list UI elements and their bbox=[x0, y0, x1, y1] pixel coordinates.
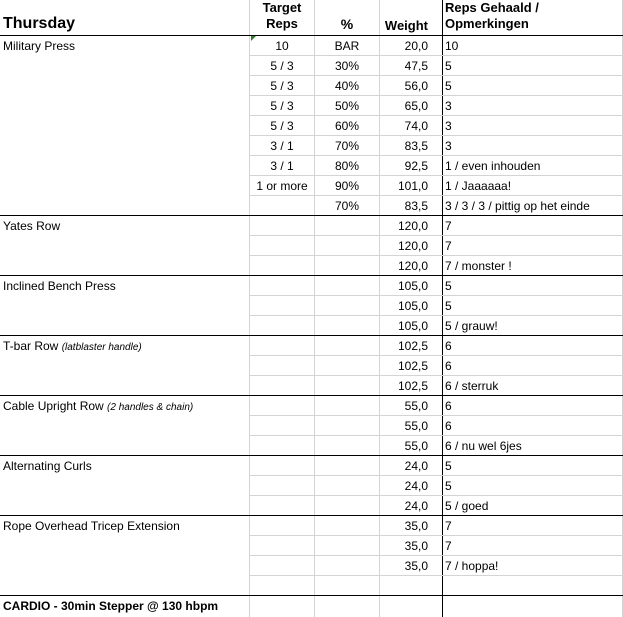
exercise-name bbox=[3, 396, 249, 416]
weight-cell: 24,0 bbox=[404, 479, 428, 493]
reps-comment-cell: 6 bbox=[445, 359, 452, 373]
comment-indicator-icon bbox=[251, 36, 256, 41]
reps-comment-cell: 7 / hoppa! bbox=[445, 559, 499, 573]
cardio-note: CARDIO - 30min Stepper @ 130 hbpm bbox=[3, 599, 219, 613]
exercise-name bbox=[3, 276, 249, 296]
percent-cell: 50% bbox=[334, 99, 360, 113]
weight-cell: 102,5 bbox=[397, 359, 428, 373]
header-target-line1: Target bbox=[262, 0, 302, 15]
weight-cell: 56,0 bbox=[404, 79, 428, 93]
weight-cell: 65,0 bbox=[404, 99, 428, 113]
weight-cell: 83,5 bbox=[404, 139, 428, 153]
weight-cell: 102,5 bbox=[397, 339, 428, 353]
percent-cell: 70% bbox=[334, 199, 360, 213]
weight-cell: 24,0 bbox=[404, 499, 428, 513]
reps-comment-cell: 3 bbox=[445, 119, 452, 133]
exercise-name bbox=[3, 336, 249, 356]
column-divider-notes bbox=[442, 0, 443, 617]
header-weight: Weight bbox=[384, 18, 428, 33]
exercise-name bbox=[3, 216, 249, 236]
exercise-label: Military Press bbox=[3, 39, 76, 53]
reps-comment-cell: 1 / even inhouden bbox=[445, 159, 541, 173]
weight-cell: 55,0 bbox=[404, 439, 428, 453]
reps-comment-cell: 5 bbox=[445, 299, 452, 313]
weight-cell: 105,0 bbox=[397, 299, 428, 313]
reps-comment-cell: 3 bbox=[445, 99, 452, 113]
weight-cell: 105,0 bbox=[397, 319, 428, 333]
weight-cell: 55,0 bbox=[404, 399, 428, 413]
reps-comment-cell: 5 / grauw! bbox=[445, 319, 498, 333]
weight-cell: 101,0 bbox=[397, 179, 428, 193]
reps-comment-cell: 3 bbox=[445, 139, 452, 153]
weight-cell: 20,0 bbox=[404, 39, 428, 53]
percent-cell: 80% bbox=[334, 159, 360, 173]
reps-comment-cell: 7 bbox=[445, 239, 452, 253]
weight-cell: 92,5 bbox=[404, 159, 428, 173]
weight-cell: 120,0 bbox=[397, 219, 428, 233]
reps-comment-cell: 7 bbox=[445, 219, 452, 233]
exercise-label: Yates Row bbox=[3, 219, 61, 233]
reps-comment-cell: 6 bbox=[445, 399, 452, 413]
header-reps-line1: Reps Gehaald / bbox=[445, 0, 539, 15]
weight-cell: 74,0 bbox=[404, 119, 428, 133]
reps-comment-cell: 6 bbox=[445, 339, 452, 353]
reps-comment-cell: 10 bbox=[445, 39, 459, 53]
weight-cell: 102,5 bbox=[397, 379, 428, 393]
target-reps-cell: 3 / 1 bbox=[270, 139, 294, 153]
reps-comment-cell: 6 / sterruk bbox=[445, 379, 499, 393]
weight-cell: 120,0 bbox=[397, 239, 428, 253]
target-reps-cell: 1 or more bbox=[256, 179, 308, 193]
percent-cell: BAR bbox=[334, 39, 360, 53]
exercise-note: (2 handles & chain) bbox=[107, 402, 194, 413]
exercise-name bbox=[3, 516, 249, 536]
percent-cell: 40% bbox=[334, 79, 360, 93]
reps-comment-cell: 6 / nu wel 6jes bbox=[445, 439, 522, 453]
reps-comment-cell: 7 / monster ! bbox=[445, 259, 512, 273]
exercise-label: Rope Overhead Tricep Extension bbox=[3, 519, 180, 533]
weight-cell: 47,5 bbox=[404, 59, 428, 73]
percent-cell: 60% bbox=[334, 119, 360, 133]
reps-comment-cell: 1 / Jaaaaaa! bbox=[445, 179, 512, 193]
reps-comment-cell: 5 bbox=[445, 479, 452, 493]
reps-comment-cell: 5 bbox=[445, 59, 452, 73]
reps-comment-cell: 5 bbox=[445, 279, 452, 293]
percent-cell: 70% bbox=[334, 139, 360, 153]
reps-comment-cell: 6 bbox=[445, 419, 452, 433]
weight-cell: 35,0 bbox=[404, 519, 428, 533]
exercise-label: T-bar Row bbox=[3, 339, 62, 353]
weight-cell: 35,0 bbox=[404, 559, 428, 573]
weight-cell: 24,0 bbox=[404, 459, 428, 473]
target-reps-cell: 5 / 3 bbox=[270, 99, 294, 113]
target-reps-cell: 5 / 3 bbox=[270, 79, 294, 93]
percent-cell: 30% bbox=[334, 59, 360, 73]
exercise-label: Inclined Bench Press bbox=[3, 279, 116, 293]
reps-comment-cell: 5 bbox=[445, 459, 452, 473]
exercise-note: (latblaster handle) bbox=[61, 342, 142, 353]
header-target-line2: Reps bbox=[266, 16, 298, 31]
target-reps-cell: 10 bbox=[275, 39, 289, 53]
exercise-name bbox=[3, 456, 249, 476]
target-reps-cell: 5 / 3 bbox=[270, 59, 294, 73]
exercise-label: Cable Upright Row bbox=[3, 399, 108, 413]
reps-comment-cell: 3 / 3 / 3 / pittig op het einde bbox=[445, 199, 590, 213]
reps-comment-cell: 5 / goed bbox=[445, 499, 489, 513]
exercise-name bbox=[3, 36, 249, 56]
reps-comment-cell: 7 bbox=[445, 519, 452, 533]
percent-cell: 90% bbox=[334, 179, 360, 193]
header-percent: % bbox=[340, 16, 354, 32]
header-reps-line2: Opmerkingen bbox=[445, 16, 529, 31]
day-title: Thursday bbox=[3, 15, 76, 32]
exercise-label: Alternating Curls bbox=[3, 459, 92, 473]
target-reps-cell: 3 / 1 bbox=[270, 159, 294, 173]
weight-cell: 83,5 bbox=[404, 199, 428, 213]
weight-cell: 120,0 bbox=[397, 259, 428, 273]
weight-cell: 55,0 bbox=[404, 419, 428, 433]
reps-comment-cell: 7 bbox=[445, 539, 452, 553]
target-reps-cell: 5 / 3 bbox=[270, 119, 294, 133]
reps-comment-cell: 5 bbox=[445, 79, 452, 93]
weight-cell: 105,0 bbox=[397, 279, 428, 293]
weight-cell: 35,0 bbox=[404, 539, 428, 553]
